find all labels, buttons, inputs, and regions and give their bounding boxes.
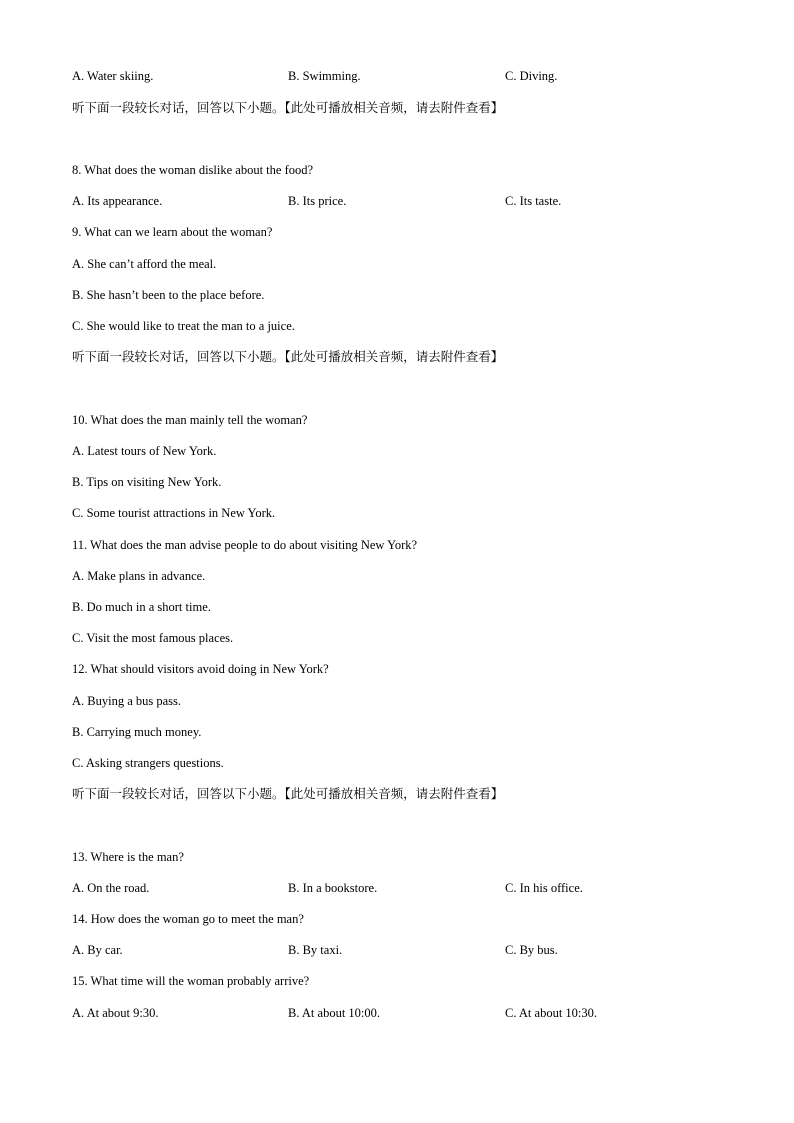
- question-13: 13. Where is the man?: [72, 850, 184, 864]
- question-14: 14. How does the woman go to meet the man?: [72, 912, 304, 926]
- option-b: B. Its price.: [288, 194, 347, 208]
- question-8: 8. What does the woman dislike about the food?: [72, 163, 314, 177]
- option-c: C. Diving.: [505, 69, 558, 83]
- option-b: B. Swimming.: [288, 69, 361, 83]
- options-row-q14: [72, 942, 732, 958]
- option-b: B. At about 10:00.: [288, 1006, 381, 1020]
- options-row-q13: [72, 880, 732, 896]
- option-a: A. On the road.: [72, 881, 150, 895]
- option-b: B. By taxi.: [288, 943, 343, 957]
- option-c: C. Asking strangers questions.: [72, 756, 224, 770]
- audio-instruction: 听下面一段较长对话，回答以下小题。【此处可播放相关音频，请去附件查看】: [72, 786, 504, 801]
- option-c: C. At about 10:30.: [505, 1006, 598, 1020]
- question-11: 11. What does the man advise people to do about visiting New York?: [72, 538, 418, 552]
- option-a: A. Its appearance.: [72, 194, 163, 208]
- option-b: B. She hasn’t been to the place before.: [72, 288, 265, 302]
- option-b: B. Tips on visiting New York.: [72, 475, 222, 489]
- option-a: A. At about 9:30.: [72, 1006, 159, 1020]
- option-c: C. Some tourist attractions in New York.: [72, 506, 276, 520]
- audio-instruction: 听下面一段较长对话，回答以下小题。【此处可播放相关音频，请去附件查看】: [72, 349, 504, 364]
- option-b: B. In a bookstore.: [288, 881, 378, 895]
- option-b: B. Carrying much money.: [72, 725, 202, 739]
- option-a: A. By car.: [72, 943, 123, 957]
- question-9: 9. What can we learn about the woman?: [72, 225, 273, 239]
- option-a: A. Buying a bus pass.: [72, 694, 182, 708]
- option-c: C. She would like to treat the man to a juice.: [72, 319, 295, 333]
- option-c: C. By bus.: [505, 943, 558, 957]
- option-a: A. Latest tours of New York.: [72, 444, 217, 458]
- option-a: A. Make plans in advance.: [72, 569, 206, 583]
- option-a: A. She can’t afford the meal.: [72, 257, 217, 271]
- audio-instruction: 听下面一段较长对话，回答以下小题。【此处可播放相关音频，请去附件查看】: [72, 100, 504, 115]
- option-c: C. Its taste.: [505, 194, 562, 208]
- options-row-q8: [72, 193, 732, 209]
- option-a: A. Water skiing.: [72, 69, 154, 83]
- question-15: 15. What time will the woman probably arrive?: [72, 974, 310, 988]
- option-c: C. In his office.: [505, 881, 583, 895]
- question-10: 10. What does the man mainly tell the woman?: [72, 413, 308, 427]
- options-row-q7: [72, 68, 732, 84]
- options-row-q15: [72, 1005, 732, 1021]
- question-12: 12. What should visitors avoid doing in New York?: [72, 662, 329, 676]
- option-b: B. Do much in a short time.: [72, 600, 211, 614]
- option-c: C. Visit the most famous places.: [72, 631, 234, 645]
